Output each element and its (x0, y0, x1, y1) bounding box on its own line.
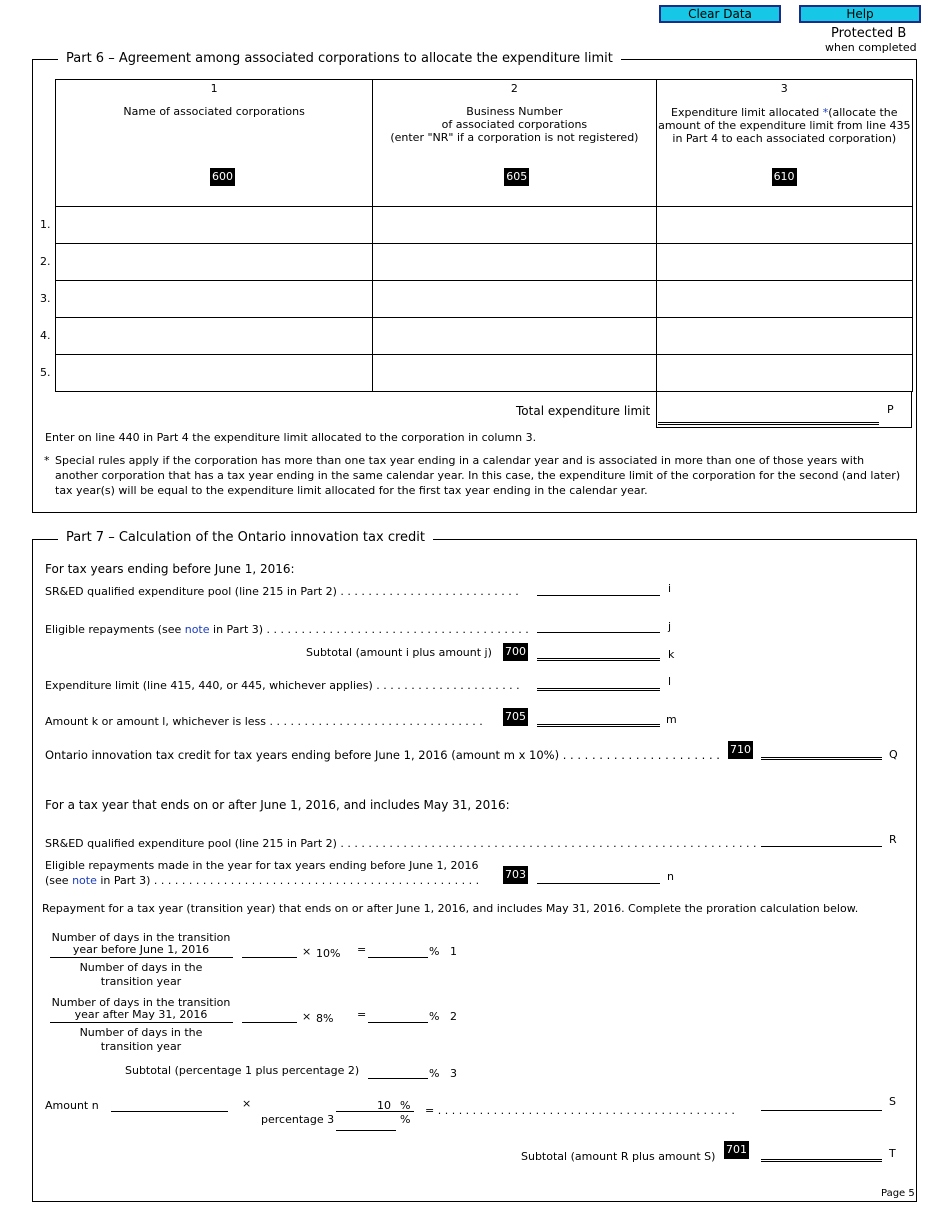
frac1-denominator-1: Number of days in the (79, 961, 203, 974)
pct-sign: % (429, 945, 440, 958)
note-link[interactable]: note (72, 874, 97, 887)
frac2-numerator-1: Number of days in the transition (51, 996, 231, 1009)
after-june-heading: For a tax year that ends on or after June 1, 2016, and includes May 31, 2016: (45, 798, 510, 812)
note-link[interactable]: note (184, 623, 210, 636)
equals-sign: = (357, 1008, 367, 1021)
line-m-label: Amount k or amount l, whichever is less . . . . . . . . . . . . . . . . . . . . . . . . . . . . . . . (45, 715, 483, 728)
line-letter-p: P (887, 403, 894, 416)
line-letter-r: R (889, 833, 897, 846)
before-june-heading: For tax years ending before June 1, 2016: (45, 562, 295, 576)
row-number: 3. (40, 292, 51, 305)
part6-note2-line3: tax year(s) will be equal to the expenditure limit allocated for the first tax year ending in the calendar year. (55, 484, 648, 497)
rate-8: 8% (316, 1012, 334, 1025)
equals-sign: = (357, 943, 367, 956)
frac1-numerator-2: year before June 1, 2016 (72, 943, 210, 956)
times-sign: × (302, 945, 312, 958)
pct-sign: % (429, 1010, 440, 1023)
protected-label: Protected B (831, 26, 907, 41)
row-number: 1. (40, 218, 51, 231)
code-701: 701 (724, 1141, 749, 1159)
row4-limit-input[interactable] (656, 318, 912, 355)
line-letter-q: Q (889, 748, 898, 761)
total-expenditure-input[interactable] (658, 422, 879, 425)
row3-bn-input[interactable] (373, 281, 656, 318)
rate-10: 10% (316, 947, 341, 960)
transition-text: Repayment for a tax year (transition year) that ends on or after June 1, 2016, and includes May 31, 2016. Complete the proration calculation below. (42, 902, 859, 915)
line-k-input[interactable] (537, 658, 660, 661)
pct-numerator-value: 10 (377, 1099, 391, 1112)
row-number: 5. (40, 366, 51, 379)
line-q-input[interactable] (761, 757, 882, 760)
frac2-denominator-1: Number of days in the (79, 1026, 203, 1039)
part6-title: Part 6 – Agreement among associated corporations to allocate the expenditure limit (58, 51, 621, 66)
code-710: 710 (728, 741, 753, 759)
row5-bn-input[interactable] (373, 355, 656, 392)
row1-limit-input[interactable] (656, 207, 912, 244)
line-t-input[interactable] (761, 1159, 882, 1162)
pct-number-3: 3 (450, 1067, 457, 1080)
pct1-input[interactable] (368, 957, 428, 958)
subtotal-pct-label: Subtotal (percentage 1 plus percentage 2) (125, 1064, 360, 1077)
row3-limit-input[interactable] (656, 281, 912, 318)
line-i-label: SR&ED qualified expenditure pool (line 215 in Part 2) . . . . . . . . . . . . . . . . . . . . . . . . . . (45, 585, 519, 598)
amount-n-label: Amount n (45, 1099, 99, 1112)
row5-name-input[interactable] (56, 355, 373, 392)
pct2-input[interactable] (368, 1022, 428, 1023)
line-letter-s: S (889, 1095, 896, 1108)
equals-dots: = . . . . . . . . . . . . . . . . . . . . . . . . . . . . . . . . . . . . . . . . . . . (425, 1104, 735, 1117)
percentage-3-label: percentage 3 (261, 1113, 335, 1126)
code-605: 605 (504, 168, 529, 186)
row2-bn-input[interactable] (373, 244, 656, 281)
line-j-label: Eligible repayments (see note in Part 3) . . . . . . . . . . . . . . . . . . . . . . . . . . . . . . . . . . . . . . (45, 623, 529, 636)
line-letter-k: k (668, 648, 675, 661)
col1-header: 1 Name of associated corporations 600 (56, 80, 373, 207)
line-letter-n: n (667, 870, 674, 883)
col2-header: 2 Business Number of associated corporations (enter "NR" if a corporation is not registered) 605 (373, 80, 656, 207)
code-610: 610 (772, 168, 797, 186)
row1-name-input[interactable] (56, 207, 373, 244)
part6-note2-line2: another corporation that has a tax year ending in the same calendar year. In this case, the expenditure limit of the corporation for the second (and later) (55, 469, 901, 482)
allocation-table (55, 79, 913, 392)
row1-bn-input[interactable] (373, 207, 656, 244)
pct-fraction-bar (336, 1111, 414, 1112)
row2-limit-input[interactable] (656, 244, 912, 281)
code-703: 703 (503, 866, 528, 884)
line-n-label-2: (see note in Part 3) . . . . . . . . . . . . . . . . . . . . . . . . . . . . . . . . . . . . . . . . . . . . . . . (45, 874, 480, 887)
line-j-input[interactable] (537, 632, 660, 633)
total-expenditure-label: Total expenditure limit (516, 404, 651, 418)
amount-n-input[interactable] (111, 1111, 228, 1112)
pct-number-1: 1 (450, 945, 457, 958)
line-letter-m: m (666, 713, 677, 726)
line-m-input[interactable] (537, 724, 660, 727)
line-r-label: SR&ED qualified expenditure pool (line 215 in Part 2) . . . . . . . . . . . . . . . . . . . . . . . . . . . . . . . . . . . . . . . . . . . . . . . . . . . . . . . . . . . . (45, 837, 757, 850)
pct-sign: % (429, 1067, 440, 1080)
frac2-bar (50, 1022, 233, 1023)
col3-header: 3 Expenditure limit allocated *(allocate the amount of the expenditure limit from line 435 in Part 4 to each associated corporation) 610 (656, 80, 912, 207)
row5-limit-input[interactable] (656, 355, 912, 392)
frac2-denominator-2: transition year (100, 1040, 182, 1053)
clear-data-button[interactable]: Clear Data (659, 5, 781, 23)
pct3-input[interactable] (368, 1078, 428, 1079)
line-letter-j: j (668, 620, 672, 633)
frac2-days-input[interactable] (242, 1022, 297, 1023)
part6-note2-line1: Special rules apply if the corporation has more than one tax year ending in a calendar year and is associated in more than one of those years with (55, 454, 865, 467)
frac1-days-input[interactable] (242, 957, 297, 958)
when-completed-label: when completed (825, 41, 917, 54)
code-705: 705 (503, 708, 528, 726)
pct-sign: % (400, 1113, 411, 1126)
line-l-input[interactable] (537, 688, 660, 691)
part6-note1: Enter on line 440 in Part 4 the expenditure limit allocated to the corporation in column 3. (45, 431, 537, 444)
page-number: Page 5 (881, 1188, 915, 1199)
frac2-numerator-2: year after May 31, 2016 (74, 1008, 208, 1021)
line-q-label: Ontario innovation tax credit for tax years ending before June 1, 2016 (amount m x 10%) . . . . . . . . . . . . . . . . . . . . . . (45, 748, 720, 762)
row2-name-input[interactable] (56, 244, 373, 281)
pct-number-2: 2 (450, 1010, 457, 1023)
row-number: 2. (40, 255, 51, 268)
row-number: 4. (40, 329, 51, 342)
asterisk-mark: * (44, 454, 50, 467)
line-letter-t: T (889, 1147, 896, 1160)
line-letter-l: l (668, 675, 672, 688)
code-600: 600 (210, 168, 235, 186)
pct-sign: % (400, 1099, 411, 1112)
line-i-input[interactable] (537, 595, 660, 596)
frac1-denominator-2: transition year (100, 975, 182, 988)
line-k-label: Subtotal (amount i plus amount j) (306, 646, 492, 659)
part7-title: Part 7 – Calculation of the Ontario innovation tax credit (58, 530, 433, 545)
row4-bn-input[interactable] (373, 318, 656, 355)
row4-name-input[interactable] (56, 318, 373, 355)
line-n-label-1: Eligible repayments made in the year for tax years ending before June 1, 2016 (45, 859, 479, 872)
line-s-input[interactable] (761, 1110, 882, 1111)
times-sign: × (242, 1097, 252, 1110)
code-700: 700 (503, 643, 528, 661)
line-r-input[interactable] (761, 846, 882, 847)
line-n-input[interactable] (537, 883, 660, 884)
frac1-bar (50, 957, 233, 958)
frac1-numerator-1: Number of days in the transition (51, 931, 231, 944)
pct3-denominator-input[interactable] (336, 1130, 396, 1131)
line-t-label: Subtotal (amount R plus amount S) (521, 1150, 716, 1163)
times-sign: × (302, 1010, 312, 1023)
line-letter-i: i (668, 582, 672, 595)
row3-name-input[interactable] (56, 281, 373, 318)
help-button[interactable]: Help (799, 5, 921, 23)
line-l-label: Expenditure limit (line 415, 440, or 445, whichever applies) . . . . . . . . . . . . . . . . . . . . . (45, 679, 520, 692)
